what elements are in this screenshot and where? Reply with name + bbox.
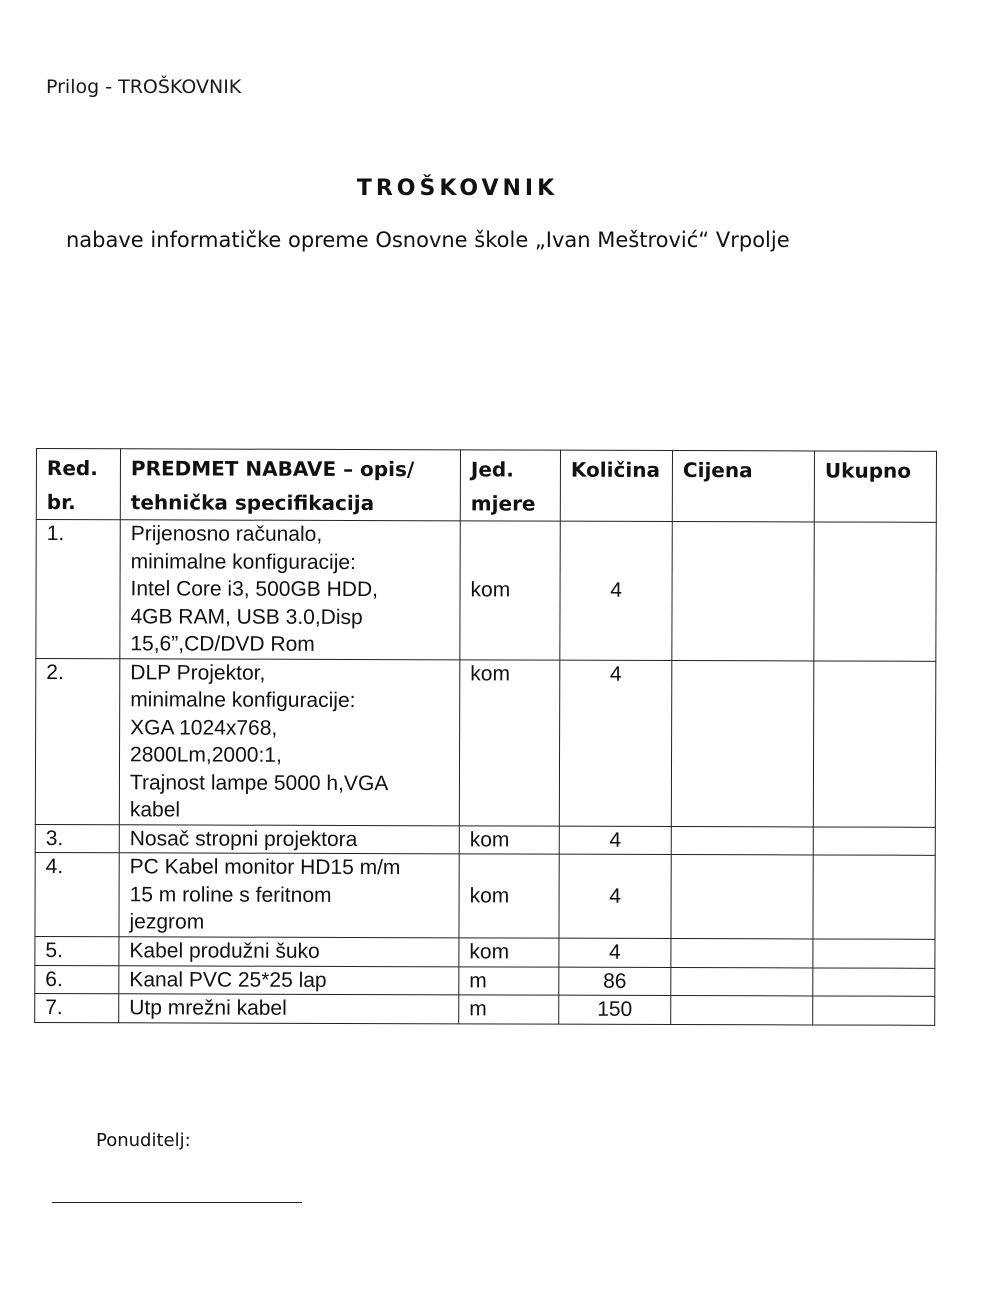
item-total — [813, 939, 935, 968]
item-price — [672, 521, 814, 660]
header-unit: Jed. mjere — [460, 450, 560, 521]
table-row — [35, 965, 935, 996]
table-row — [35, 658, 936, 827]
item-unit: kom — [459, 659, 560, 825]
attachment-label: Prilog - TROŠKOVNIK — [46, 76, 242, 98]
item-price — [671, 854, 813, 938]
item-price — [671, 660, 814, 826]
document-title: TROŠKOVNIK — [356, 176, 559, 201]
item-unit: kom — [459, 938, 559, 967]
item-total — [813, 826, 935, 855]
header-total: Ukupno — [814, 451, 936, 522]
table-header-row — [36, 449, 936, 523]
item-total — [813, 855, 935, 939]
item-unit: kom — [459, 854, 559, 938]
signature-line — [52, 1202, 302, 1203]
item-quantity: 86 — [559, 967, 671, 996]
table-row — [35, 993, 935, 1024]
item-quantity: 4 — [559, 854, 671, 938]
item-quantity: 150 — [559, 995, 671, 1024]
item-description: PC Kabel monitor HD15 m/m 15 m roline s feritnom jezgrom — [119, 853, 459, 938]
cost-table — [34, 448, 937, 1025]
item-price — [671, 967, 813, 996]
row-number: 3. — [35, 824, 119, 853]
item-description: Kanal PVC 25*25 lap — [119, 965, 459, 995]
row-number: 1. — [36, 520, 120, 659]
row-number: 6. — [35, 965, 119, 994]
item-unit: kom — [459, 825, 559, 854]
item-description: Kabel produžni šuko — [119, 937, 459, 967]
item-price — [671, 826, 813, 855]
item-total — [814, 522, 936, 661]
signature-label: Ponuditelj: — [96, 1130, 191, 1151]
table-row — [35, 852, 935, 939]
header-price: Cijena — [672, 450, 814, 521]
item-total — [813, 660, 936, 826]
item-description: DLP Projektor, minimalne konfiguracije: XGA 1024x768, 2800Lm,2000:1, Trajnost lampe 5000 h,VGA kabel — [119, 658, 460, 825]
item-description: Prijenosno računalo, minimalne konfiguracije: Intel Core i3, 500GB HDD, 4GB RAM, USB 3.0,Disp 15,6”,CD/DVD Rom — [120, 520, 460, 660]
item-description: Utp mrežni kabel — [119, 994, 459, 1024]
item-price — [671, 938, 813, 967]
header-row-number: Red. br. — [36, 449, 120, 520]
row-number: 7. — [35, 993, 119, 1022]
item-total — [813, 967, 935, 996]
row-number: 5. — [35, 936, 119, 965]
table-row — [36, 520, 936, 661]
header-item: PREDMET NABAVE – opis/ tehnička specifikacija — [120, 449, 460, 521]
table-row — [35, 824, 935, 855]
header-quantity: Količina — [560, 450, 672, 521]
item-price — [671, 995, 813, 1024]
item-description: Nosač stropni projektora — [119, 824, 459, 854]
item-unit: m — [459, 966, 559, 995]
item-unit: kom — [460, 521, 560, 660]
item-quantity: 4 — [559, 660, 672, 826]
row-number: 2. — [35, 658, 120, 824]
item-total — [813, 996, 935, 1025]
item-unit: m — [459, 995, 559, 1024]
row-number: 4. — [35, 852, 119, 936]
document-subtitle: nabave informatičke opreme Osnovne škole „Ivan Meštrović“ Vrpolje — [66, 228, 790, 252]
item-quantity: 4 — [560, 521, 672, 660]
item-quantity: 4 — [559, 826, 671, 855]
table-row — [35, 936, 935, 967]
item-quantity: 4 — [559, 938, 671, 967]
